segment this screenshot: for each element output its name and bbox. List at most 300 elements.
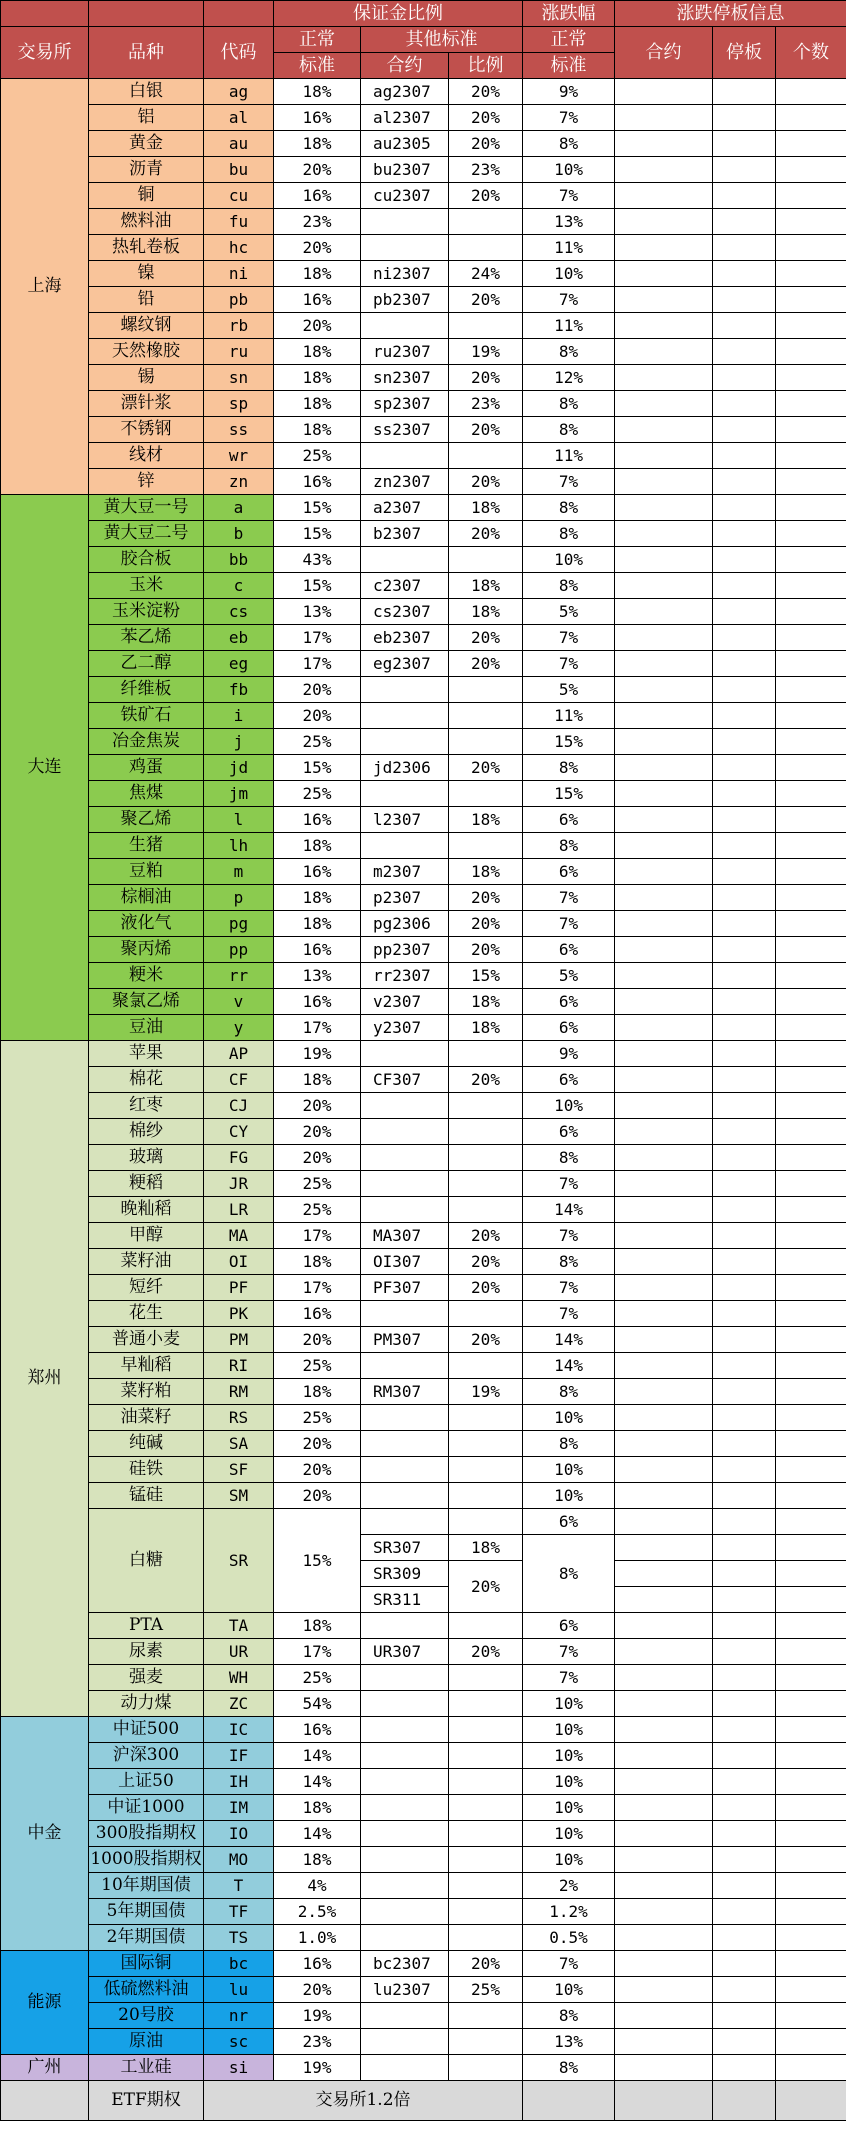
variety-cell: 苯乙烯 — [89, 625, 204, 651]
limit-normal-cell: 14% — [523, 1353, 615, 1379]
table-row — [1, 313, 846, 339]
limit-normal-cell: 8% — [523, 1145, 615, 1171]
other-contract-cell: y2307 — [361, 1015, 449, 1041]
limit-normal-cell: 7% — [523, 287, 615, 313]
table-row — [1, 963, 846, 989]
limit-info-blank-cell — [713, 1249, 776, 1275]
limit-info-blank-cell — [615, 1223, 713, 1249]
variety-cell: 甲醇 — [89, 1223, 204, 1249]
variety-cell: 10年期国债 — [89, 1873, 204, 1899]
other-ratio-cell: 20% — [449, 1067, 523, 1093]
margin-normal-cell: 54% — [274, 1691, 361, 1717]
margin-normal-cell: 23% — [274, 209, 361, 235]
code-cell: bu — [204, 157, 274, 183]
other-ratio-cell: 20% — [449, 651, 523, 677]
table-row — [1, 365, 846, 391]
limit-normal-cell: 7% — [523, 1301, 615, 1327]
limit-info-blank-cell — [615, 495, 713, 521]
code-cell: IH — [204, 1769, 274, 1795]
code-cell: PM — [204, 1327, 274, 1353]
variety-cell: 晚籼稻 — [89, 1197, 204, 1223]
code-cell: ag — [204, 79, 274, 105]
limit-info-blank-cell — [615, 1093, 713, 1119]
etf-row — [1, 2081, 846, 2121]
limit-info-blank-cell — [776, 1613, 846, 1639]
variety-cell: 冶金焦炭 — [89, 729, 204, 755]
limit-info-blank-cell — [776, 937, 846, 963]
table-row — [1, 1457, 846, 1483]
margin-normal-cell: 18% — [274, 261, 361, 287]
limit-info-blank-cell — [776, 1275, 846, 1301]
margin-normal-cell: 16% — [274, 937, 361, 963]
code-cell: fu — [204, 209, 274, 235]
code-cell: IM — [204, 1795, 274, 1821]
table-row — [1, 2003, 846, 2029]
other-contract-cell — [361, 833, 449, 859]
limit-normal-cell: 6% — [523, 1509, 615, 1535]
limit-info-blank-cell — [713, 1431, 776, 1457]
variety-cell: 黄大豆二号 — [89, 521, 204, 547]
limit-info-blank-cell — [615, 339, 713, 365]
variety-cell: 早籼稻 — [89, 1353, 204, 1379]
other-ratio-cell — [449, 1197, 523, 1223]
limit-info-blank-cell — [615, 2081, 713, 2121]
margin-normal-cell: 14% — [274, 1769, 361, 1795]
header-limit-normal-bottom: 标准 — [523, 53, 615, 79]
other-ratio-cell: 18% — [449, 599, 523, 625]
margin-normal-cell: 17% — [274, 625, 361, 651]
limit-info-blank-cell — [713, 937, 776, 963]
limit-info-blank-cell — [776, 1795, 846, 1821]
other-contract-cell: p2307 — [361, 885, 449, 911]
margin-normal-cell: 17% — [274, 1639, 361, 1665]
code-cell: jd — [204, 755, 274, 781]
other-ratio-cell: 20% — [449, 131, 523, 157]
limit-info-blank-cell — [776, 521, 846, 547]
limit-info-blank-cell — [615, 937, 713, 963]
margin-normal-cell: 18% — [274, 391, 361, 417]
code-cell: si — [204, 2055, 274, 2081]
other-ratio-cell — [449, 1691, 523, 1717]
margin-normal-cell: 43% — [274, 547, 361, 573]
limit-normal-cell: 6% — [523, 859, 615, 885]
limit-info-blank-cell — [615, 1743, 713, 1769]
other-contract-cell — [361, 1197, 449, 1223]
limit-normal-cell: 14% — [523, 1327, 615, 1353]
variety-cell: 动力煤 — [89, 1691, 204, 1717]
other-ratio-cell — [449, 1171, 523, 1197]
other-ratio-cell — [449, 1093, 523, 1119]
limit-info-blank-cell — [615, 1977, 713, 2003]
code-cell: WH — [204, 1665, 274, 1691]
limit-normal-cell: 8% — [523, 755, 615, 781]
limit-normal-cell: 6% — [523, 1067, 615, 1093]
header-limit-normal-top: 正常 — [523, 27, 615, 53]
other-ratio-cell: 23% — [449, 157, 523, 183]
table-row — [1, 703, 846, 729]
variety-cell: 燃料油 — [89, 209, 204, 235]
variety-cell: 玉米 — [89, 573, 204, 599]
limit-normal-cell — [523, 2081, 615, 2121]
limit-normal-cell: 7% — [523, 183, 615, 209]
other-contract-cell — [361, 1665, 449, 1691]
code-cell: cu — [204, 183, 274, 209]
limit-normal-cell: 2% — [523, 1873, 615, 1899]
limit-normal-cell: 10% — [523, 1977, 615, 2003]
other-ratio-cell: 20% — [449, 365, 523, 391]
limit-info-blank-cell — [713, 2055, 776, 2081]
other-ratio-cell — [449, 833, 523, 859]
other-contract-cell: c2307 — [361, 573, 449, 599]
variety-cell: 黄大豆一号 — [89, 495, 204, 521]
margin-normal-cell: 2.5% — [274, 1899, 361, 1925]
margin-normal-cell: 20% — [274, 677, 361, 703]
other-contract-cell: PF307 — [361, 1275, 449, 1301]
margin-normal-cell: 25% — [274, 1353, 361, 1379]
limit-info-blank-cell — [615, 183, 713, 209]
other-ratio-cell: 15% — [449, 963, 523, 989]
margin-normal-cell: 17% — [274, 1275, 361, 1301]
other-contract-cell: RM307 — [361, 1379, 449, 1405]
limit-info-blank-cell — [776, 703, 846, 729]
table-row — [1, 417, 846, 443]
limit-info-blank-cell — [615, 625, 713, 651]
margin-normal-cell: 20% — [274, 1431, 361, 1457]
margin-normal-cell: 17% — [274, 1223, 361, 1249]
code-cell: RI — [204, 1353, 274, 1379]
limit-normal-cell: 10% — [523, 1847, 615, 1873]
limit-normal-cell: 6% — [523, 989, 615, 1015]
code-cell: SA — [204, 1431, 274, 1457]
variety-cell: 中证1000 — [89, 1795, 204, 1821]
limit-info-blank-cell — [713, 2029, 776, 2055]
other-ratio-cell — [449, 1873, 523, 1899]
table-row — [1, 521, 846, 547]
code-cell: m — [204, 859, 274, 885]
variety-cell: 锰硅 — [89, 1483, 204, 1509]
other-ratio-cell — [449, 2003, 523, 2029]
other-contract-cell: rr2307 — [361, 963, 449, 989]
limit-info-blank-cell — [776, 833, 846, 859]
other-contract-cell: sp2307 — [361, 391, 449, 417]
table-row — [1, 1197, 846, 1223]
variety-cell: 沪深300 — [89, 1743, 204, 1769]
limit-info-blank-cell — [776, 963, 846, 989]
limit-normal-cell: 8% — [523, 573, 615, 599]
other-ratio-cell: 20% — [449, 1249, 523, 1275]
table-row — [1, 1145, 846, 1171]
margin-normal-cell: 18% — [274, 365, 361, 391]
table-row — [1, 755, 846, 781]
limit-info-blank-cell — [615, 1145, 713, 1171]
variety-cell: 镍 — [89, 261, 204, 287]
table-row — [1, 1639, 846, 1665]
margin-normal-cell: 16% — [274, 469, 361, 495]
limit-info-blank-cell — [615, 1275, 713, 1301]
limit-info-blank-cell — [615, 885, 713, 911]
code-cell: sn — [204, 365, 274, 391]
limit-info-blank-cell — [713, 235, 776, 261]
table-row — [1, 1015, 846, 1041]
limit-normal-cell: 8% — [523, 417, 615, 443]
limit-normal-cell: 14% — [523, 1197, 615, 1223]
header-blank — [204, 1, 274, 27]
code-cell: l — [204, 807, 274, 833]
code-cell: b — [204, 521, 274, 547]
code-cell: ru — [204, 339, 274, 365]
variety-cell: 热轧卷板 — [89, 235, 204, 261]
limit-info-blank-cell — [776, 1821, 846, 1847]
limit-info-blank-cell — [776, 1353, 846, 1379]
limit-info-blank-cell — [615, 547, 713, 573]
other-contract-cell: pb2307 — [361, 287, 449, 313]
other-contract-cell — [361, 1717, 449, 1743]
other-contract-cell: ni2307 — [361, 261, 449, 287]
other-ratio-cell — [449, 2055, 523, 2081]
variety-cell: 豆粕 — [89, 859, 204, 885]
margin-normal-cell: 18% — [274, 79, 361, 105]
limit-normal-cell: 7% — [523, 1223, 615, 1249]
limit-info-blank-cell — [776, 417, 846, 443]
code-cell: pg — [204, 911, 274, 937]
limit-normal-cell: 11% — [523, 235, 615, 261]
margin-normal-cell: 19% — [274, 2055, 361, 2081]
variety-cell: 油菜籽 — [89, 1405, 204, 1431]
margin-normal-cell: 20% — [274, 1457, 361, 1483]
limit-info-blank-cell — [615, 2055, 713, 2081]
other-ratio-cell: 20% — [449, 755, 523, 781]
limit-info-blank-cell — [776, 1197, 846, 1223]
limit-normal-cell: 8% — [523, 1535, 615, 1613]
code-cell: fb — [204, 677, 274, 703]
limit-info-blank-cell — [776, 1925, 846, 1951]
table-row — [1, 729, 846, 755]
code-cell: al — [204, 105, 274, 131]
code-cell: au — [204, 131, 274, 157]
limit-normal-cell: 8% — [523, 339, 615, 365]
limit-info-blank-cell — [713, 1743, 776, 1769]
other-ratio-cell — [449, 1795, 523, 1821]
margin-normal-cell: 20% — [274, 1327, 361, 1353]
other-contract-cell: v2307 — [361, 989, 449, 1015]
other-contract-cell — [361, 235, 449, 261]
limit-info-blank-cell — [776, 599, 846, 625]
variety-cell: 聚氯乙烯 — [89, 989, 204, 1015]
table-row — [1, 157, 846, 183]
limit-info-blank-cell — [776, 1743, 846, 1769]
limit-info-blank-cell — [713, 105, 776, 131]
other-contract-cell: ss2307 — [361, 417, 449, 443]
limit-info-blank-cell — [713, 1223, 776, 1249]
limit-info-blank-cell — [713, 287, 776, 313]
limit-info-blank-cell — [776, 1119, 846, 1145]
variety-cell: 5年期国债 — [89, 1899, 204, 1925]
other-ratio-cell — [449, 1301, 523, 1327]
limit-info-blank-cell — [713, 677, 776, 703]
limit-info-blank-cell — [615, 1405, 713, 1431]
limit-info-blank-cell — [713, 1093, 776, 1119]
limit-info-blank-cell — [776, 209, 846, 235]
limit-info-blank-cell — [776, 1639, 846, 1665]
limit-info-blank-cell — [776, 1769, 846, 1795]
limit-info-blank-cell — [615, 1899, 713, 1925]
table-row — [1, 1665, 846, 1691]
limit-info-blank-cell — [615, 1483, 713, 1509]
limit-info-blank-cell — [713, 1613, 776, 1639]
margin-normal-cell: 18% — [274, 417, 361, 443]
limit-info-blank-cell — [776, 365, 846, 391]
etf-note-cell: 交易所1.2倍 — [204, 2081, 523, 2121]
variety-cell: 花生 — [89, 1301, 204, 1327]
margin-normal-cell: 16% — [274, 807, 361, 833]
limit-info-blank-cell — [713, 1769, 776, 1795]
variety-cell: 原油 — [89, 2029, 204, 2055]
other-contract-cell — [361, 781, 449, 807]
margin-normal-cell: 14% — [274, 1821, 361, 1847]
code-cell: bb — [204, 547, 274, 573]
limit-info-blank-cell — [615, 1847, 713, 1873]
code-cell: SF — [204, 1457, 274, 1483]
limit-normal-cell: 7% — [523, 625, 615, 651]
other-ratio-cell: 20% — [449, 1223, 523, 1249]
limit-info-blank-cell — [713, 573, 776, 599]
limit-info-blank-cell — [713, 1119, 776, 1145]
table-row — [1, 1041, 846, 1067]
margin-normal-cell: 20% — [274, 235, 361, 261]
other-contract-cell: m2307 — [361, 859, 449, 885]
code-cell: ss — [204, 417, 274, 443]
limit-info-blank-cell — [615, 703, 713, 729]
code-cell: pp — [204, 937, 274, 963]
other-contract-cell — [361, 1795, 449, 1821]
table-row — [1, 209, 846, 235]
table-row — [1, 651, 846, 677]
table-row — [1, 781, 846, 807]
table-row — [1, 287, 846, 313]
limit-info-blank-cell — [776, 105, 846, 131]
code-cell: AP — [204, 1041, 274, 1067]
variety-cell: 黄金 — [89, 131, 204, 157]
other-ratio-cell — [449, 313, 523, 339]
variety-cell: 螺纹钢 — [89, 313, 204, 339]
variety-cell: 聚乙烯 — [89, 807, 204, 833]
margin-normal-cell: 18% — [274, 131, 361, 157]
margin-normal-cell: 18% — [274, 1249, 361, 1275]
limit-info-blank-cell — [615, 1639, 713, 1665]
limit-info-blank-cell — [776, 547, 846, 573]
variety-cell: 红枣 — [89, 1093, 204, 1119]
other-contract-cell — [361, 2003, 449, 2029]
margin-normal-cell: 18% — [274, 911, 361, 937]
limit-info-blank-cell — [615, 1041, 713, 1067]
limit-info-blank-cell — [615, 1249, 713, 1275]
limit-info-blank-cell — [713, 2003, 776, 2029]
limit-normal-cell: 7% — [523, 1665, 615, 1691]
other-contract-cell: SR311 — [361, 1587, 449, 1613]
code-cell: RS — [204, 1405, 274, 1431]
variety-cell: 300股指期权 — [89, 1821, 204, 1847]
other-ratio-cell — [449, 1457, 523, 1483]
table-row — [1, 1301, 846, 1327]
limit-info-blank-cell — [615, 911, 713, 937]
table-row — [1, 105, 846, 131]
other-ratio-cell: 20% — [449, 521, 523, 547]
limit-info-blank-cell — [615, 1951, 713, 1977]
limit-info-blank-cell — [713, 963, 776, 989]
variety-cell: 乙二醇 — [89, 651, 204, 677]
other-ratio-cell: 18% — [449, 1015, 523, 1041]
limit-normal-cell: 7% — [523, 1639, 615, 1665]
other-ratio-cell: 25% — [449, 1977, 523, 2003]
limit-info-blank-cell — [713, 1509, 776, 1535]
table-row — [1, 79, 846, 105]
other-ratio-cell: 24% — [449, 261, 523, 287]
limit-info-blank-cell — [776, 625, 846, 651]
limit-normal-cell: 10% — [523, 547, 615, 573]
code-cell: jm — [204, 781, 274, 807]
margin-normal-cell: 4% — [274, 1873, 361, 1899]
limit-info-blank-cell — [713, 755, 776, 781]
table-row — [1, 1223, 846, 1249]
limit-info-blank-cell — [615, 989, 713, 1015]
table-row — [1, 469, 846, 495]
table-row — [1, 1249, 846, 1275]
limit-info-blank-cell — [713, 911, 776, 937]
limit-normal-cell: 15% — [523, 781, 615, 807]
limit-info-blank-cell — [713, 495, 776, 521]
limit-normal-cell: 7% — [523, 1171, 615, 1197]
limit-info-blank-cell — [713, 1067, 776, 1093]
variety-cell: 工业硅 — [89, 2055, 204, 2081]
table-row — [1, 1405, 846, 1431]
limit-info-blank-cell — [615, 1015, 713, 1041]
limit-normal-cell: 5% — [523, 599, 615, 625]
limit-info-blank-cell — [615, 1327, 713, 1353]
table-row — [1, 1613, 846, 1639]
code-cell: p — [204, 885, 274, 911]
header-code: 代码 — [204, 27, 274, 79]
variety-cell: 低硫燃料油 — [89, 1977, 204, 2003]
limit-info-blank-cell — [713, 1171, 776, 1197]
limit-info-blank-cell — [776, 391, 846, 417]
limit-info-blank-cell — [615, 833, 713, 859]
limit-info-blank-cell — [615, 157, 713, 183]
other-ratio-cell — [449, 1405, 523, 1431]
limit-info-blank-cell — [713, 391, 776, 417]
limit-info-blank-cell — [776, 469, 846, 495]
limit-info-blank-cell — [713, 339, 776, 365]
limit-info-blank-cell — [615, 1717, 713, 1743]
limit-info-blank-cell — [713, 599, 776, 625]
limit-normal-cell: 8% — [523, 521, 615, 547]
table-row — [1, 391, 846, 417]
margin-normal-cell: 18% — [274, 833, 361, 859]
limit-info-blank-cell — [776, 1379, 846, 1405]
other-contract-cell: bu2307 — [361, 157, 449, 183]
exchange-cell: 上海 — [1, 79, 89, 495]
limit-info-blank-cell — [713, 1873, 776, 1899]
margin-normal-cell: 13% — [274, 963, 361, 989]
limit-normal-cell: 8% — [523, 391, 615, 417]
limit-info-blank-cell — [713, 1561, 776, 1587]
margin-normal-cell: 15% — [274, 573, 361, 599]
variety-cell: 纯碱 — [89, 1431, 204, 1457]
variety-cell: 铝 — [89, 105, 204, 131]
margin-normal-cell: 16% — [274, 183, 361, 209]
limit-info-blank-cell — [776, 313, 846, 339]
limit-info-blank-cell — [615, 599, 713, 625]
code-cell: zn — [204, 469, 274, 495]
